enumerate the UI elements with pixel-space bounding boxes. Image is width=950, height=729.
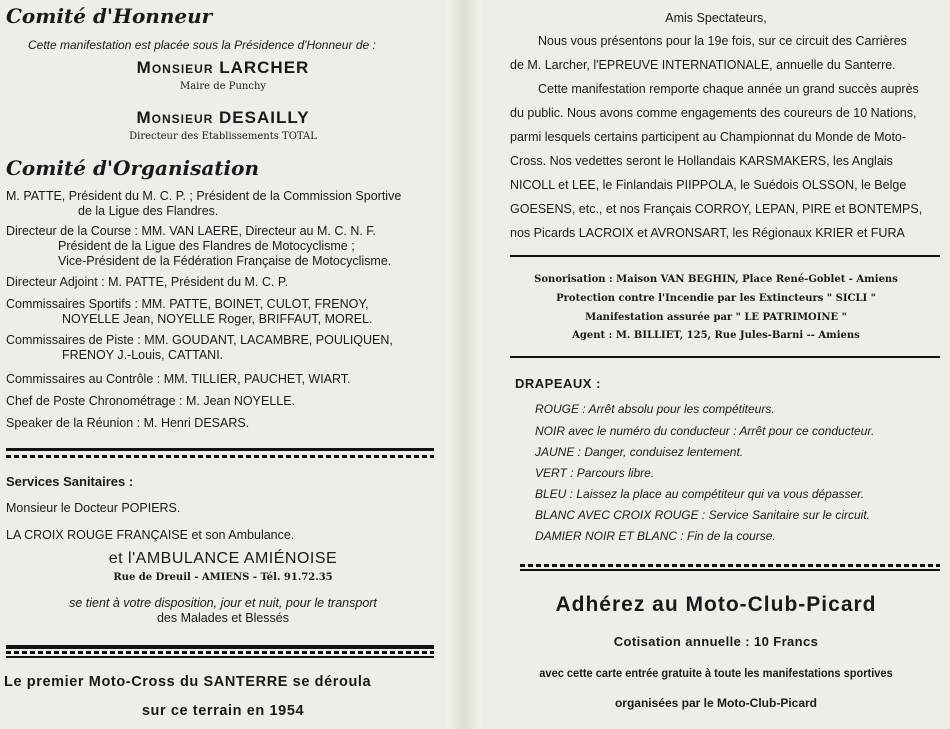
honneur-intro: Cette manifestation est placée sous la Présidence d'Honneur de : [28,38,376,52]
intro-line: Cross. Nos vedettes seront le Hollandais KARSMAKERS, les Anglais [510,154,893,168]
org-line: Commissaires de Piste : MM. GOUDANT, LACAMBRE, POULIQUEN, [6,333,393,347]
organisation-title: Comité d'Organisation [6,156,260,180]
footer-divider-dashed [6,651,434,654]
president-1-role: Maire de Punchy [179,81,267,92]
org-line: de la Ligue des Flandres. [78,204,219,218]
flag-rule: BLEU : Laissez la place au compétiteur qui va vous dépasser. [535,487,865,501]
org-line: Directeur de la Course : MM. VAN LAERE, Directeur au M. C. N. F. [6,224,377,238]
org-line: Commissaires au Contrôle : MM. TILLIER, PAUCHET, WIART. [6,372,351,386]
info-line: Protection contre l'Incendie par les Extincteurs " SICLI " [556,293,876,304]
footer-text: sur ce terrain en 1954 [141,703,305,719]
club-line: avec cette carte entrée gratuite à toute les manifestations sportives [539,666,893,680]
info-line: Agent : M. BILLIET, 125, Rue Jules-Barni -- Amiens [572,330,860,341]
flag-rule: DAMIER NOIR ET BLANC : Fin de la course. [535,529,776,543]
ambulance-address: Rue de Dreuil - AMIENS - Tél. 91.72.35 [113,572,333,583]
club-title: Adhérez au Moto-Club-Picard [555,593,877,616]
section-divider [6,448,434,451]
org-line: Speaker de la Réunion : M. Henri DESARS. [6,416,250,430]
info-divider [510,356,940,358]
flag-rule: BLANC AVEC CROIX ROUGE : Service Sanitaire sur le circuit. [535,508,870,522]
ambulance-name: et l'AMBULANCE AMIÉNOISE [108,550,338,567]
org-line: M. PATTE, Président du M. C. P. ; Président de la Commission Sportive [6,189,402,203]
ambulance-description: se tient à votre disposition, jour et nuit, pour le transport [69,596,377,610]
intro-line: du public. Nous avons comme engagements des coureurs de 10 Nations, [510,106,917,120]
intro-line: parmi lesquels certains participent au Championnat du Monde de Moto- [510,130,907,144]
president-2-name: Monsieur DESAILLY [136,108,310,127]
intro-line: Cette manifestation remporte chaque année un grand succès auprès [538,82,919,96]
drapeaux-title: DRAPEAUX : [515,376,601,391]
club-fee: Cotisation annuelle : 10 Francs [613,634,819,649]
flag-rule: JAUNE : Danger, conduisez lentement. [535,445,744,459]
info-line: Manifestation assurée par " LE PATRIMOINE " [585,312,847,323]
org-line: Directeur Adjoint : M. PATTE, Président du M. C. P. [6,275,289,289]
honneur-title: Comité d'Honneur [6,4,213,28]
org-line: Commissaires Sportifs : MM. PATTE, BOINET, CULOT, FRENOY, [6,297,369,311]
left-page [0,0,446,729]
sanitaires-title: Services Sanitaires : [6,474,134,489]
footer-divider [6,645,434,649]
intro-line: Nous vous présentons pour la 19e fois, sur ce circuit des Carrières [538,34,907,48]
info-divider [510,255,940,257]
president-2-role: Directeur des Etablissements TOTAL [129,131,317,142]
org-line: FRENOY J.-Louis, CATTANI. [62,348,224,362]
intro-line: de M. Larcher, l'EPREUVE INTERNATIONALE, annuelle du Santerre. [510,58,896,72]
intro-line: NICOLL et LEE, le Finlandais PIIPPOLA, le Suédois OLSSON, le Belge [510,178,907,192]
section-divider-dashed [6,455,434,458]
org-line: Chef de Poste Chronométrage : M. Jean NOYELLE. [6,394,296,408]
org-line: Vice-Président de la Fédération Française de Motocyclisme. [58,254,392,268]
flag-rule: NOIR avec le numéro du conducteur : Arrêt pour ce conducteur. [535,424,875,438]
greeting: Amis Spectateurs, [665,11,767,25]
sanitaires-line: LA CROIX ROUGE FRANÇAISE et son Ambulance. [6,528,295,542]
flag-rule: ROUGE : Arrêt absolu pour les compétiteurs. [535,402,775,416]
footer-divider [6,656,434,658]
club-divider-dashed [520,564,940,567]
club-line: organisées par le Moto-Club-Picard [614,696,818,710]
info-line: Sonorisation : Maison VAN BEGHIN, Place René-Goblet - Amiens [534,274,898,285]
footer-text: Le premier Moto-Cross du SANTERRE se déroula [4,674,372,690]
org-line: Président de la Ligue des Flandres de Motocyclisme ; [58,239,355,253]
flag-rule: VERT : Parcours libre. [535,466,655,480]
ambulance-description: des Malades et Blessés [156,611,289,625]
intro-line: nos Picards LACROIX et AVRONSART, les Régionaux KRIER et FURA [510,226,905,240]
org-line: NOYELLE Jean, NOYELLE Roger, BRIFFAUT, MOREL. [62,312,373,326]
club-divider [520,569,940,571]
intro-line: GOESENS, etc., et nos Français CORROY, LEPAN, PIRE et BONTEMPS, [510,202,923,216]
president-1-name: Monsieur LARCHER [136,58,310,77]
right-page [482,0,950,729]
page-gutter [446,0,482,729]
sanitaires-line: Monsieur le Docteur POPIERS. [6,501,181,515]
